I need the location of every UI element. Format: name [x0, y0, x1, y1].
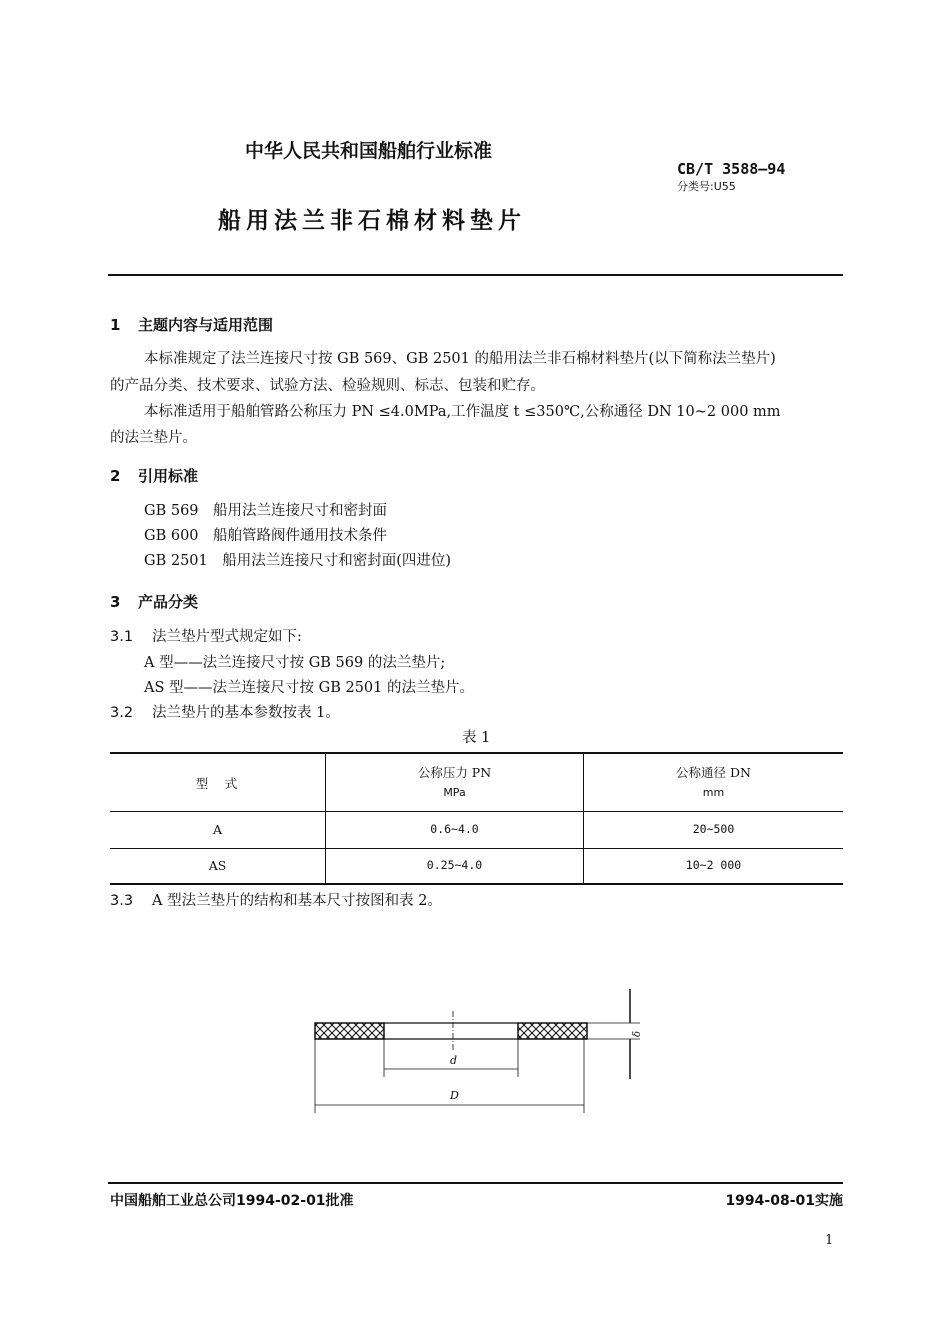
table-row-rule [110, 848, 843, 849]
inner-diameter-label: d [450, 1054, 458, 1067]
table-1-caption: 表 1 [462, 730, 491, 746]
s1-paragraph-1-line-2: 的产品分类、技术要求、试验方法、检验规则、标志、包装和贮存。 [110, 378, 545, 394]
table-header-pressure: 公称压力 PN [417, 765, 492, 780]
type-a-definition: A 型——法兰连接尺寸按 GB 569 的法兰垫片; [144, 655, 446, 671]
header-divider [108, 274, 843, 276]
section-3-number: 3 [110, 593, 121, 611]
section-2-heading [110, 465, 198, 486]
table-header-diameter-unit: mm [702, 786, 725, 799]
gasket-section-left [315, 1023, 384, 1039]
table-cell-diameter: 20~500 [692, 822, 735, 836]
table-cell-diameter: 10~2 000 [685, 858, 742, 872]
subsection-3-3 [110, 891, 442, 911]
table-cell-pressure: 0.25~4.0 [426, 858, 483, 872]
section-3-title: 产品分类 [138, 593, 199, 611]
table-cell-type: AS [208, 858, 227, 873]
s1-paragraph-2-line-1: 本标准适用于船舶管路公称压力 PN ≤4.0MPa,工作温度 t ≤350℃,公称通径 DN 10~2 000 mm [144, 404, 781, 420]
subsection-3-2-number: 3.2 [110, 705, 134, 721]
table-header-type: 型 式 [195, 776, 240, 791]
section-1-number: 1 [110, 316, 121, 334]
table-top-rule [110, 752, 843, 754]
table-cell-pressure: 0.6~4.0 [430, 822, 479, 836]
subsection-3-1-text: 法兰垫片型式规定如下: [152, 629, 302, 645]
subsection-3-2-text: 法兰垫片的基本参数按表 1。 [152, 705, 340, 721]
table-cell-type: A [212, 822, 223, 837]
reference-standard: GB 2501 船用法兰连接尺寸和密封面(四进位) [144, 553, 452, 569]
table-bottom-rule [110, 883, 843, 885]
standard-code: CB/T 3588—94 [677, 160, 786, 178]
document-title: 船用法兰非石棉材料垫片 [218, 208, 526, 234]
s1-paragraph-1-line-1: 本标准规定了法兰连接尺寸按 GB 569、GB 2501 的船用法兰非石棉材料垫片(以下简称法兰垫片) [144, 351, 776, 367]
type-as-definition: AS 型——法兰连接尺寸按 GB 2501 的法兰垫片。 [144, 680, 474, 696]
section-1-heading [110, 314, 273, 335]
table-header-diameter: 公称通径 DN [676, 765, 751, 780]
section-3-heading [110, 591, 198, 612]
subsection-3-1-number: 3.1 [110, 629, 134, 645]
section-1-title: 主题内容与适用范围 [138, 316, 274, 334]
subsection-3-3-text: A 型法兰垫片的结构和基本尺寸按图和表 2。 [152, 893, 442, 909]
page-number: 1 [825, 1233, 834, 1248]
reference-standard: GB 569 船用法兰连接尺寸和密封面 [144, 503, 388, 519]
table-1 [110, 752, 843, 885]
table-header-pressure-unit: MPa [443, 786, 466, 799]
reference-standard: GB 600 船舶管路阀件通用技术条件 [144, 528, 388, 544]
section-2-title: 引用标准 [138, 467, 199, 485]
gasket-section-right [518, 1023, 587, 1039]
footer-divider [108, 1182, 843, 1184]
classification-number: 分类号:U55 [677, 180, 736, 193]
subsection-3-3-number: 3.3 [110, 893, 134, 909]
subsection-3-1 [110, 627, 302, 647]
outer-diameter-label: D [450, 1089, 459, 1102]
table-header-rule [110, 811, 843, 812]
standard-org-title: 中华人民共和国船舶行业标准 [245, 140, 493, 162]
effective-date: 1994-08-01实施 [725, 1193, 843, 1209]
thickness-label: δ [632, 1030, 643, 1037]
gasket-drawing [300, 985, 650, 1115]
section-2-number: 2 [110, 467, 121, 485]
subsection-3-2 [110, 703, 340, 723]
s1-paragraph-2-line-2: 的法兰垫片。 [110, 430, 197, 446]
approval-statement: 中国船舶工业总公司1994-02-01批准 [110, 1193, 354, 1209]
